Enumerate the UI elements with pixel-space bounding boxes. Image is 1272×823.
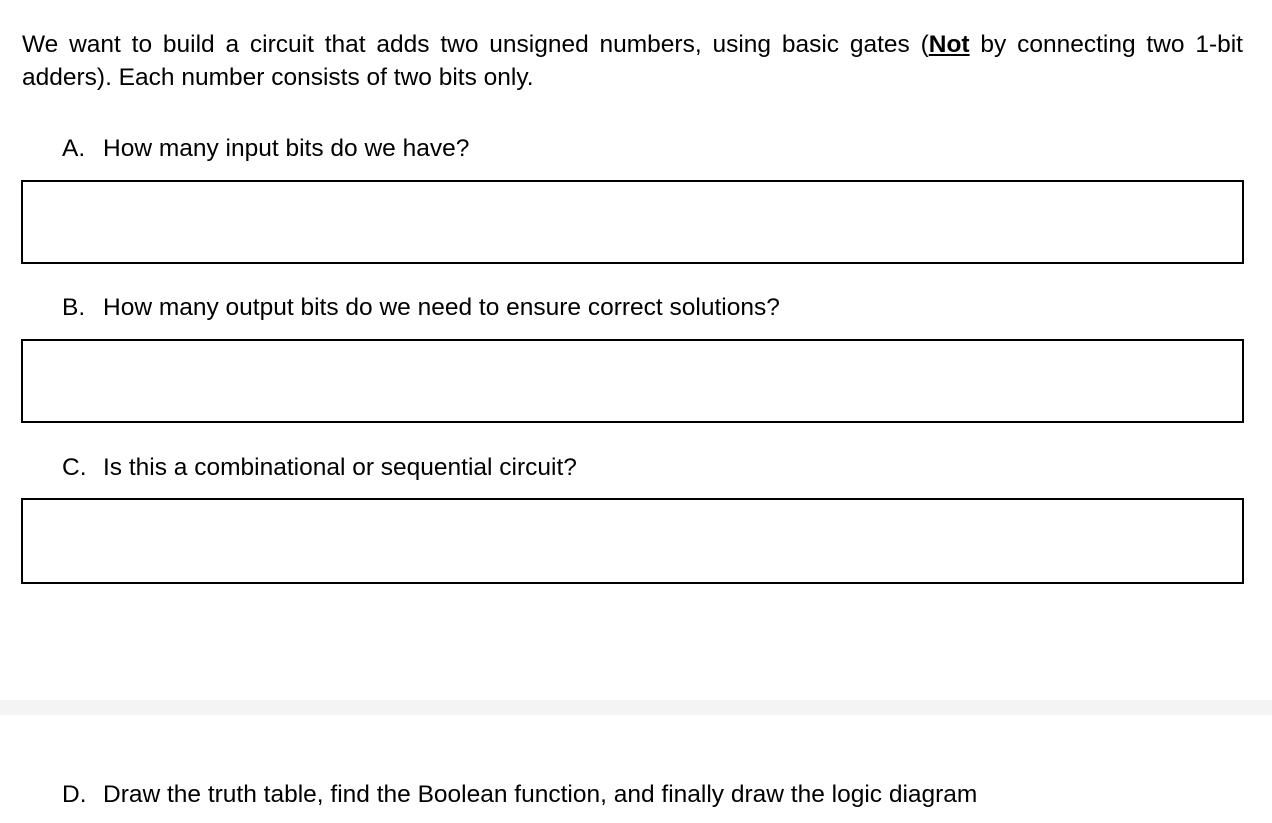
intro-text-after: by connecting two 1-bit adders). Each number consists of two bits only. <box>22 31 1243 91</box>
question-a <box>62 134 469 164</box>
question-b <box>62 293 780 323</box>
question-a-text: How many input bits do we have? <box>103 135 470 162</box>
intro-paragraph <box>22 28 1243 94</box>
page-separator <box>0 700 1272 715</box>
document-page-2 <box>0 715 1272 823</box>
answer-box-b[interactable] <box>21 339 1244 423</box>
intro-emphasis: Not <box>928 31 970 58</box>
question-c-letter: C. <box>62 454 87 481</box>
question-d-text: Draw the truth table, find the Boolean function, and finally draw the logic diagram <box>103 781 978 808</box>
question-d <box>62 780 977 810</box>
answer-box-c[interactable] <box>21 498 1244 584</box>
question-c <box>62 453 577 483</box>
answer-box-a[interactable] <box>21 180 1244 264</box>
question-b-letter: B. <box>62 294 86 321</box>
question-c-text: Is this a combinational or sequential circuit? <box>103 454 577 481</box>
question-a-letter: A. <box>62 135 86 162</box>
question-b-text: How many output bits do we need to ensure correct solutions? <box>103 294 780 321</box>
intro-text-before: We want to build a circuit that adds two unsigned numbers, using basic gates ( <box>22 31 929 58</box>
question-d-letter: D. <box>62 781 87 808</box>
